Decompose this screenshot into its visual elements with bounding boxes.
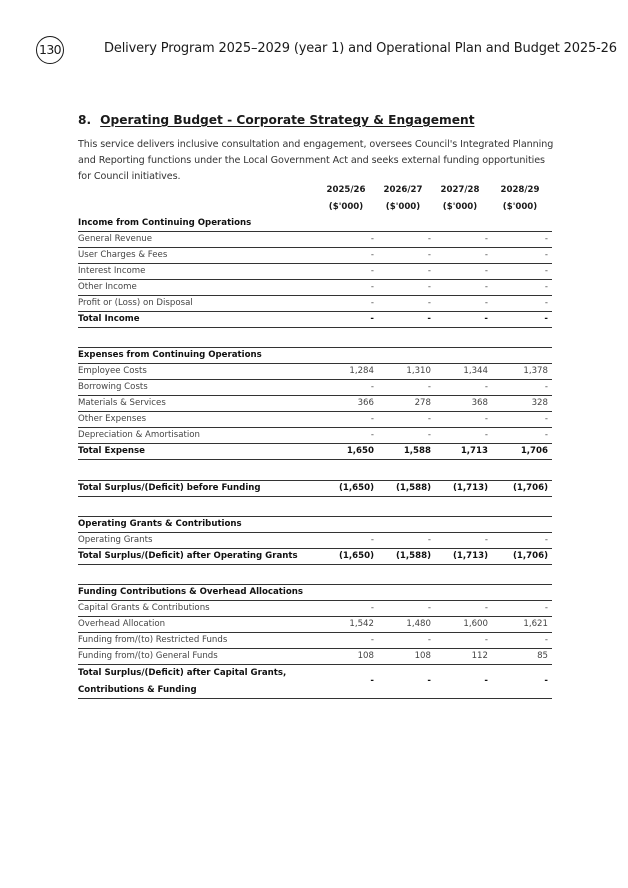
row-value: - [484,414,488,424]
row-value: 328 [531,398,548,408]
row-value: 1,378 [523,366,548,376]
row-value: 1,284 [349,366,374,376]
row-value: - [544,603,548,613]
row-value: - [427,430,431,440]
table-row [78,231,552,247]
row-value: - [484,250,488,260]
row-value: - [544,414,548,424]
column-year: 2026/27 [383,185,423,195]
row-value: - [427,234,431,244]
section-number: 8. [78,113,92,127]
row-label: Total Expense [78,446,145,456]
total-income-row [78,311,552,327]
table-row [78,632,552,648]
surplus-after-operating-grants-row [78,548,552,564]
section-heading-funding [78,584,552,600]
row-value: - [484,382,488,392]
row-value: - [544,430,548,440]
row-label: User Charges & Fees [78,250,168,260]
row-value: 1,706 [520,446,548,456]
surplus-before-funding-row [78,480,552,496]
table-row [78,279,552,295]
row-label: Capital Grants & Contributions [78,603,210,613]
row-value: - [484,430,488,440]
row-value: 366 [357,398,374,408]
row-value: - [484,603,488,613]
row-value: - [544,234,548,244]
row-label: Operating Grants [78,535,153,545]
row-value: - [544,250,548,260]
table-row [78,247,552,263]
column-unit: ($'000) [442,202,478,212]
row-value: 108 [414,651,431,661]
table-row [78,379,552,395]
row-value: - [370,266,374,276]
row-value: 278 [414,398,431,408]
row-value: - [544,266,548,276]
row-value: - [544,282,548,292]
row-value: - [484,282,488,292]
row-value: - [427,382,431,392]
row-value: - [484,535,488,545]
row-value: - [484,234,488,244]
row-value: - [484,266,488,276]
row-label: Expenses from Continuing Operations [78,350,262,360]
row-label: Operating Grants & Contributions [78,519,242,529]
column-unit: ($'000) [502,202,538,212]
row-label: Depreciation & Amortisation [78,430,200,440]
row-value: 368 [471,398,488,408]
table-row [78,295,552,311]
row-value: - [370,603,374,613]
row-value: 1,621 [523,619,548,629]
row-label: Total Surplus/(Deficit) before Funding [78,483,261,493]
row-label: Total Surplus/(Deficit) after Operating Grants [78,551,298,561]
row-value: - [427,414,431,424]
row-value: - [427,676,431,686]
row-value: - [484,314,488,324]
row-label: Funding Contributions & Overhead Allocations [78,587,303,597]
running-header-title: Delivery Program 2025–2029 (year 1) and Operational Plan and Budget 2025-26 [104,41,617,56]
row-label: Overhead Allocation [78,619,166,629]
row-label: Borrowing Costs [78,382,148,392]
row-value: - [370,234,374,244]
row-label: Total Surplus/(Deficit) after Capital Grants, [78,668,287,678]
row-value: 1,344 [463,366,488,376]
row-value: (1,588) [395,483,431,493]
row-value: - [427,266,431,276]
row-value: - [370,676,374,686]
row-label: Total Income [78,314,140,324]
row-divider [78,698,552,699]
section-intro: This service delivers inclusive consultation and engagement, oversees Council's Integrated Planning and Reporting functions under the Local Government Act and seeks external funding opportunities for Council initiatives. [78,139,554,182]
row-divider [78,564,552,565]
row-value: - [427,298,431,308]
row-value: 1,650 [346,446,374,456]
column-header [316,182,376,216]
row-label: Materials & Services [78,398,166,408]
row-value: - [484,676,488,686]
row-label: Interest Income [78,266,146,276]
row-label: Funding from/(to) Restricted Funds [78,635,228,645]
row-value: - [370,314,374,324]
row-value: - [427,635,431,645]
row-value: 1,600 [463,619,488,629]
section-heading-operating-grants [78,516,552,532]
row-label: Other Expenses [78,414,147,424]
row-value: 1,310 [406,366,431,376]
column-header [373,182,433,216]
row-value: - [427,314,431,324]
row-value: (1,706) [512,551,548,561]
column-header [430,182,490,216]
row-value: - [484,635,488,645]
row-divider [78,327,552,328]
section-title-text: Operating Budget - Corporate Strategy & Engagement [100,113,475,127]
table-row [78,395,552,411]
row-value: 1,588 [403,446,431,456]
row-value: (1,650) [338,551,374,561]
table-row [78,616,552,632]
row-value: - [370,535,374,545]
row-value: (1,706) [512,483,548,493]
row-value: - [484,298,488,308]
row-label: Funding from/(to) General Funds [78,651,218,661]
row-value: - [370,635,374,645]
section-heading-expenses [78,347,552,363]
row-value: - [370,430,374,440]
row-value: 112 [471,651,488,661]
row-value: - [427,603,431,613]
table-row [78,263,552,279]
table-row [78,411,552,427]
column-year: 2027/28 [440,185,480,195]
row-label: Contributions & Funding [78,685,197,695]
table-row [78,427,552,443]
row-value: - [544,298,548,308]
row-value: - [370,282,374,292]
row-value: - [427,282,431,292]
row-value: - [544,314,548,324]
row-value: 1,542 [349,619,374,629]
row-value: (1,713) [452,551,488,561]
row-label: Profit or (Loss) on Disposal [78,298,193,308]
row-label: Employee Costs [78,366,147,376]
row-value: 108 [357,651,374,661]
row-value: - [370,298,374,308]
row-value: 1,480 [406,619,431,629]
row-value: - [544,535,548,545]
column-unit: ($'000) [328,202,364,212]
row-value: - [544,382,548,392]
row-label: Other Income [78,282,137,292]
table-row [78,532,552,548]
column-unit: ($'000) [385,202,421,212]
section-title [78,113,475,127]
total-expense-row [78,443,552,459]
table-row [78,600,552,616]
table-row [78,363,552,379]
row-value: 1,713 [460,446,488,456]
row-value: (1,650) [338,483,374,493]
row-divider [78,459,552,460]
column-header [490,182,550,216]
row-value: - [544,635,548,645]
surplus-after-capital-grants-row [78,664,552,698]
row-value: - [370,250,374,260]
row-label: Income from Continuing Operations [78,218,252,228]
table-row [78,648,552,664]
row-value: 85 [537,651,548,661]
row-value: - [544,676,548,686]
row-value: - [427,250,431,260]
page-number-badge: 130 [36,36,64,64]
row-value: (1,713) [452,483,488,493]
column-year: 2028/29 [500,185,540,195]
row-value: (1,588) [395,551,431,561]
section-heading-income [78,215,552,231]
column-year: 2025/26 [326,185,366,195]
row-divider [78,496,552,497]
row-value: - [427,535,431,545]
row-label: General Revenue [78,234,153,244]
row-value: - [370,414,374,424]
row-value: - [370,382,374,392]
